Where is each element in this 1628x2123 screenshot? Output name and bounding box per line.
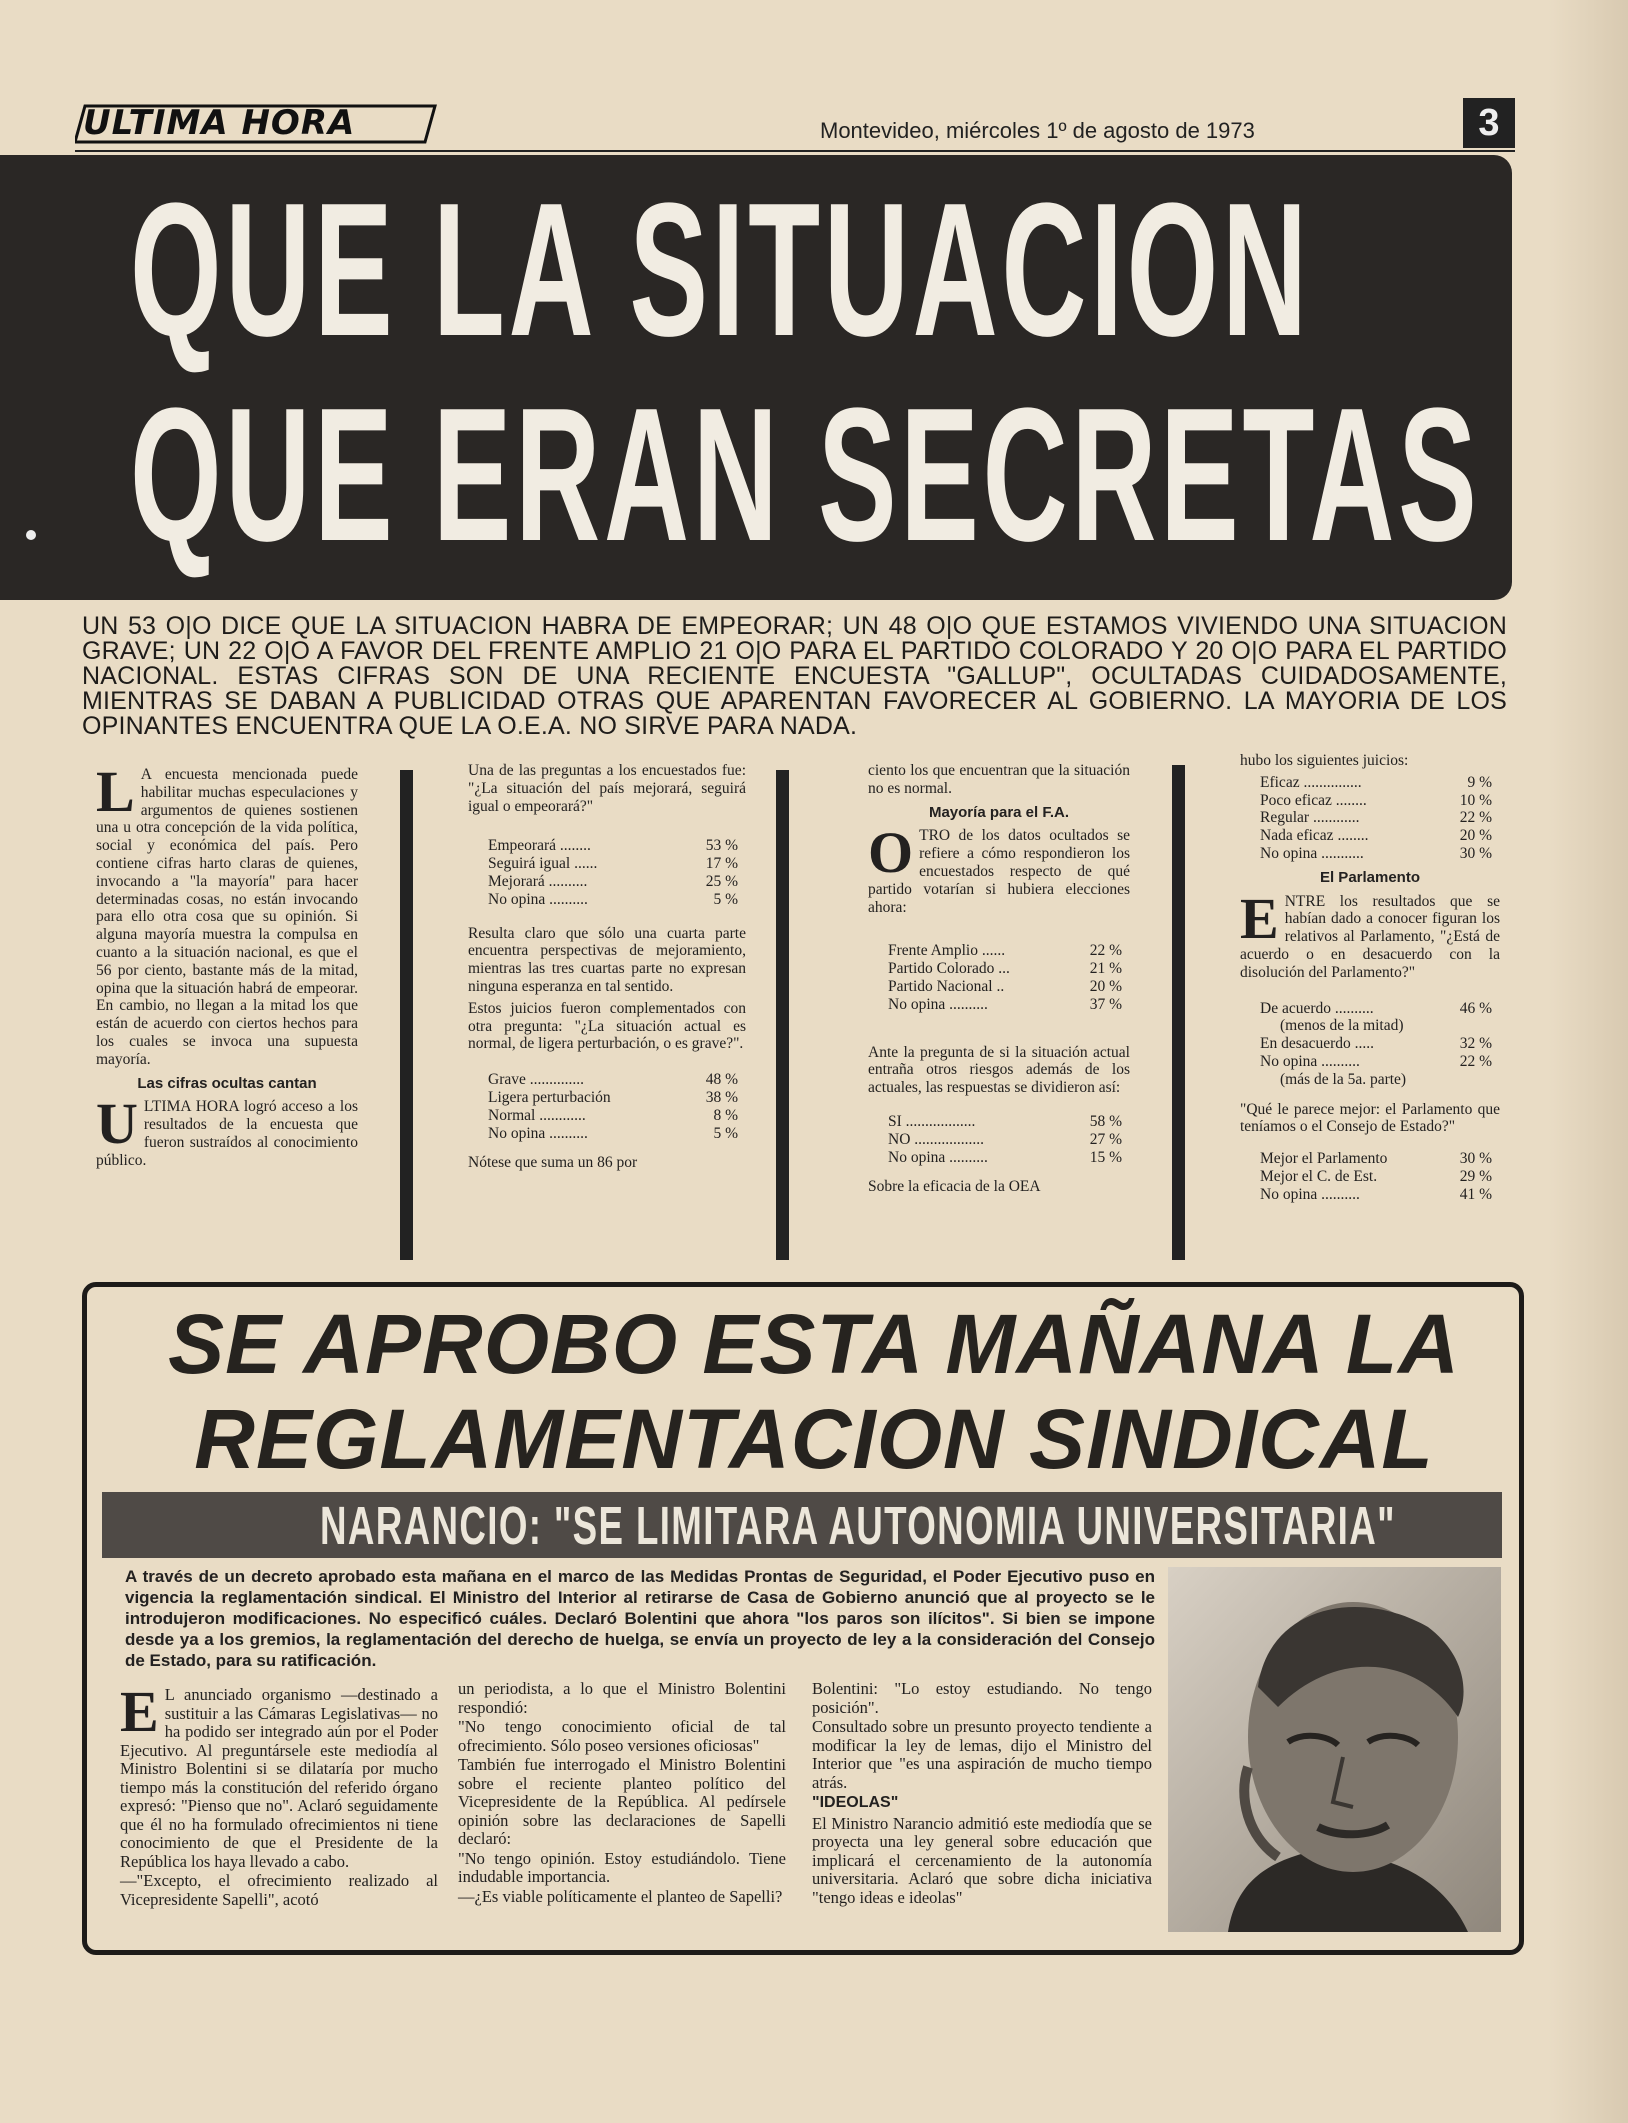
- headline-line-1: QUE LA SITUACION: [130, 164, 1311, 376]
- headline-deck: UN 53 O|O DICE QUE LA SITUACION HABRA DE EMPEORAR; UN 48 O|O QUE ESTAMOS VIVIENDO UNA SITUACION GRAVE; UN 22 O|O A FAVOR DEL FRENTE AMPLIO 21 O|O PARA EL PARTIDO COLORADO Y 20 O|O PARA EL PARTIDO NACIONAL. ESTAS CIFRAS SON DE UNA RECIENTE ENCUESTA "GALLUP", OCULTADAS CUIDADOSAMENTE, MIENTRAS SE DABAN A PUBLICIDAD OTRAS QUE APARENTAN FAVORECER AL GOBIERNO. LA MAYORIA DE LOS OPINANTES ENCUENTRA QUE LA O.E.A. NO SIRVE PARA NADA.: [82, 612, 1507, 740]
- paragraph: TRO de los datos ocultados se refiere a cómo respondieron los encuestados respecto de qué partido votarían si hubiera elecciones ahora:: [868, 827, 1130, 916]
- subheading: "IDEOLAS": [812, 1794, 899, 1811]
- portrait-photo: [1168, 1567, 1501, 1932]
- column-rule: [400, 770, 413, 1260]
- paragraph: También fue interrogado el Ministro Bolentini sobre el reciente planteo político del Vicepresidente de la República. Al pedírsele opinión sobre las declaraciones de Sapelli declaró:: [458, 1755, 786, 1848]
- newspaper-logo: [75, 102, 440, 144]
- stat-row: No opina .......... 37 %: [888, 995, 1122, 1013]
- column-rule: [1172, 765, 1185, 1260]
- decorative-dot: [26, 530, 36, 540]
- subheading: El Parlamento: [1319, 868, 1421, 886]
- paragraph: Resulta claro que sólo una cuarta parte encuentra perspectivas de mejoramiento, mientras las tres cuartas parte no expresan ninguna esperanza en tal sentido.: [468, 924, 746, 995]
- subheading: Las cifras ocultas cantan: [137, 1074, 317, 1092]
- stat-row: No opina .......... 15 %: [888, 1148, 1122, 1166]
- story-column-1: [120, 1679, 438, 1910]
- headline-line-2: QUE ERAN SECRETAS: [130, 369, 1481, 581]
- stat-row: Mejor el Parlamento 30 %: [1260, 1150, 1492, 1168]
- paragraph: Estos juicios fueron complementados con otra pregunta: "¿La situación actual es normal, de ligera perturbación, o es grave?".: [468, 999, 746, 1053]
- paragraph: ciento los que encuentran que la situación no es normal.: [868, 762, 1130, 797]
- stat-row: Seguirá igual ...... 17 %: [488, 855, 738, 873]
- page-number: 3: [1463, 98, 1515, 148]
- story-headline-2: REGLAMENTACION SINDICAL: [194, 1392, 1434, 1486]
- stat-note: (menos de la mitad): [1280, 1017, 1404, 1035]
- dropcap: E: [1240, 885, 1279, 951]
- stat-row: No opina .......... 22 %: [1260, 1052, 1492, 1070]
- stat-row: Regular ............ 22 %: [1260, 809, 1492, 827]
- stat-row: Normal ............ 8 %: [488, 1106, 738, 1124]
- article-column-2: [468, 762, 746, 1176]
- paragraph: un periodista, a lo que el Ministro Bolentini respondió:: [458, 1679, 786, 1717]
- stat-row: SI .................. 58 %: [888, 1112, 1122, 1130]
- paragraph: Nótese que suma un 86 por: [468, 1154, 638, 1172]
- stat-row: Nada eficaz ........ 20 %: [1260, 827, 1492, 845]
- paragraph: Sobre la eficacia de la OEA: [868, 1178, 1041, 1196]
- paragraph: "No tengo opinión. Estoy estudiándolo. Tiene indudable importancia.: [458, 1848, 786, 1886]
- paragraph: Bolentini: "Lo estoy estudiando. No tengo posición".: [812, 1679, 1152, 1717]
- subheading: Mayoría para el F.A.: [928, 803, 1070, 821]
- paragraph: —¿Es viable políticamente el planteo de Sapelli?: [458, 1886, 783, 1906]
- stat-row: Ligera perturbación 38 %: [488, 1088, 738, 1106]
- logo-text: ULTIMA HORA: [83, 103, 356, 143]
- paragraph: LTIMA HORA logró acceso a los resultados de la encuesta que fueron sustraídos al conocimiento público.: [96, 1098, 358, 1169]
- paragraph: "No tengo conocimiento oficial de tal ofrecimiento. Sólo poseo versiones oficiosas": [458, 1717, 786, 1755]
- stat-row: Poco eficaz ........ 10 %: [1260, 791, 1492, 809]
- stat-row: No opina ........... 30 %: [1260, 844, 1492, 862]
- paragraph: Una de las preguntas a los encuestados fue: "¿La situación del país mejorará, seguirá igual o empeorará?": [468, 762, 746, 815]
- dropcap: O: [868, 820, 914, 886]
- story-deck: A través de un decreto aprobado esta mañana en el marco de las Medidas Prontas de Seguridad, el Poder Ejecutivo puso en vigencia la reglamentación sindical. El Ministro del Interior al retirarse de Casa de Gobierno anunció que al proyecto se le introdujeron modificaciones. No especificó cuáles. Declaró Bolentini que ahora "los paros son ilícitos". Si bien se impone desde ya a los gremios, la reglamentación del derecho de huelga, se envía un proyecto de ley a la consideración del Consejo de Estado, para su ratificación.: [125, 1567, 1155, 1670]
- paragraph: "Qué le parece mejor: el Parlamento que teníamos o el Consejo de Estado?": [1240, 1100, 1500, 1136]
- paragraph: Consultado sobre un presunto proyecto tendiente a modificar la ley de lemas, dijo el Ministro del Interior que "es una aspiración de mucho tiempo atrás.: [812, 1717, 1152, 1792]
- stat-row: De acuerdo .......... 46 %: [1260, 999, 1492, 1017]
- page-edge: [1548, 0, 1628, 2123]
- stat-row: En desacuerdo ..... 32 %: [1260, 1035, 1492, 1053]
- article-column-3: [868, 762, 1130, 1200]
- stat-row: NO .................. 27 %: [888, 1130, 1122, 1148]
- story-banner-text: NARANCIO: "SE LIMITARA AUTONOMIA UNIVERSITARIA": [320, 1496, 1396, 1556]
- stat-row: Grave .............. 48 %: [488, 1071, 738, 1089]
- masthead: [75, 100, 1515, 152]
- paragraph: A encuesta mencionada puede habilitar muchas especulaciones y argumentos de quienes sostienen una u otra concepción de la vida política, social y económica del país. Pero contiene cifras harto claras de quienes, invocando a "la mayoría" para hacer determinadas cosas, no están invocando para ello otra cosa que su opinión. Si alguna mayoría muestra la compulsa en cuanto a la situación nacional, es que el 56 por ciento, bastante más de la mitad, opina que la situación habrá de empeorar. En cambio, no llegan a la mitad los que están de acuerdo con ciertos hechos para los cuales se invoca una supuesta mayoría.: [96, 766, 358, 1068]
- paragraph: —"Excepto, el ofrecimiento realizado al Vicepresidente Sapelli", acotó: [120, 1871, 438, 1909]
- paragraph: L anunciado organismo —destinado a sustituir a las Cámaras Legislativas— no ha podido ser integrado aún por el Poder Ejecutivo. Al preguntársele este mediodía al Ministro Bolentini si se dilataría por mucho tiempo más la constitución del referido órgano expresó: "Pienso que no". Aclaró seguidamente que él no ha formulado ofrecimientos ni tiene conocimiento de que el Presidente de la República los haya llevado a cabo.: [120, 1685, 438, 1871]
- stat-row: No opina .......... 5 %: [488, 890, 738, 908]
- stat-row: Partido Nacional .. 20 %: [888, 977, 1122, 995]
- story-column-3: [812, 1680, 1152, 1908]
- dropcap: U: [96, 1091, 138, 1157]
- story-column-2: [458, 1680, 786, 1907]
- paragraph: Ante la pregunta de si la situación actual entraña otros riesgos además de los actuales, las respuestas se dividieron así:: [868, 1043, 1130, 1097]
- paragraph: hubo los siguientes juicios:: [1240, 752, 1409, 769]
- column-rule: [776, 770, 789, 1260]
- stat-row: Mejor el C. de Est. 29 %: [1260, 1167, 1492, 1185]
- stat-row: No opina .......... 41 %: [1260, 1185, 1492, 1203]
- article-column-1: [96, 759, 358, 1174]
- stat-row: Mejorará .......... 25 %: [488, 872, 738, 890]
- stat-row: Frente Amplio ...... 22 %: [888, 942, 1122, 960]
- story-headline-1: SE APROBO ESTA MAÑANA LA: [168, 1297, 1460, 1391]
- logo-frame: [75, 102, 440, 146]
- paragraph: NTRE los resultados que se habían dado a conocer figuran los relativos al Parlamento, "¿Está de acuerdo o en desacuerdo con la disolución del Parlamento?": [1240, 892, 1500, 981]
- stat-row: Partido Colorado ... 21 %: [888, 960, 1122, 978]
- stat-row: Empeorará ........ 53 %: [488, 837, 738, 855]
- stat-row: No opina .......... 5 %: [488, 1124, 738, 1142]
- stat-row: Eficaz ............... 9 %: [1260, 773, 1492, 791]
- paragraph: El Ministro Narancio admitió este mediodía que se proyecta una ley general sobre educación que implicará el cercenamiento de la autonomía universitaria. Aclaró que sobre dicha iniciativa "tengo ideas e ideolas": [812, 1813, 1152, 1907]
- dateline: Montevideo, miércoles 1º de agosto de 1973: [820, 118, 1255, 143]
- stat-note: (más de la 5a. parte): [1280, 1070, 1407, 1088]
- portrait-illustration: [1168, 1567, 1501, 1932]
- article-column-4: [1240, 752, 1500, 1204]
- dropcap: L: [96, 759, 135, 824]
- dropcap: E: [120, 1679, 159, 1744]
